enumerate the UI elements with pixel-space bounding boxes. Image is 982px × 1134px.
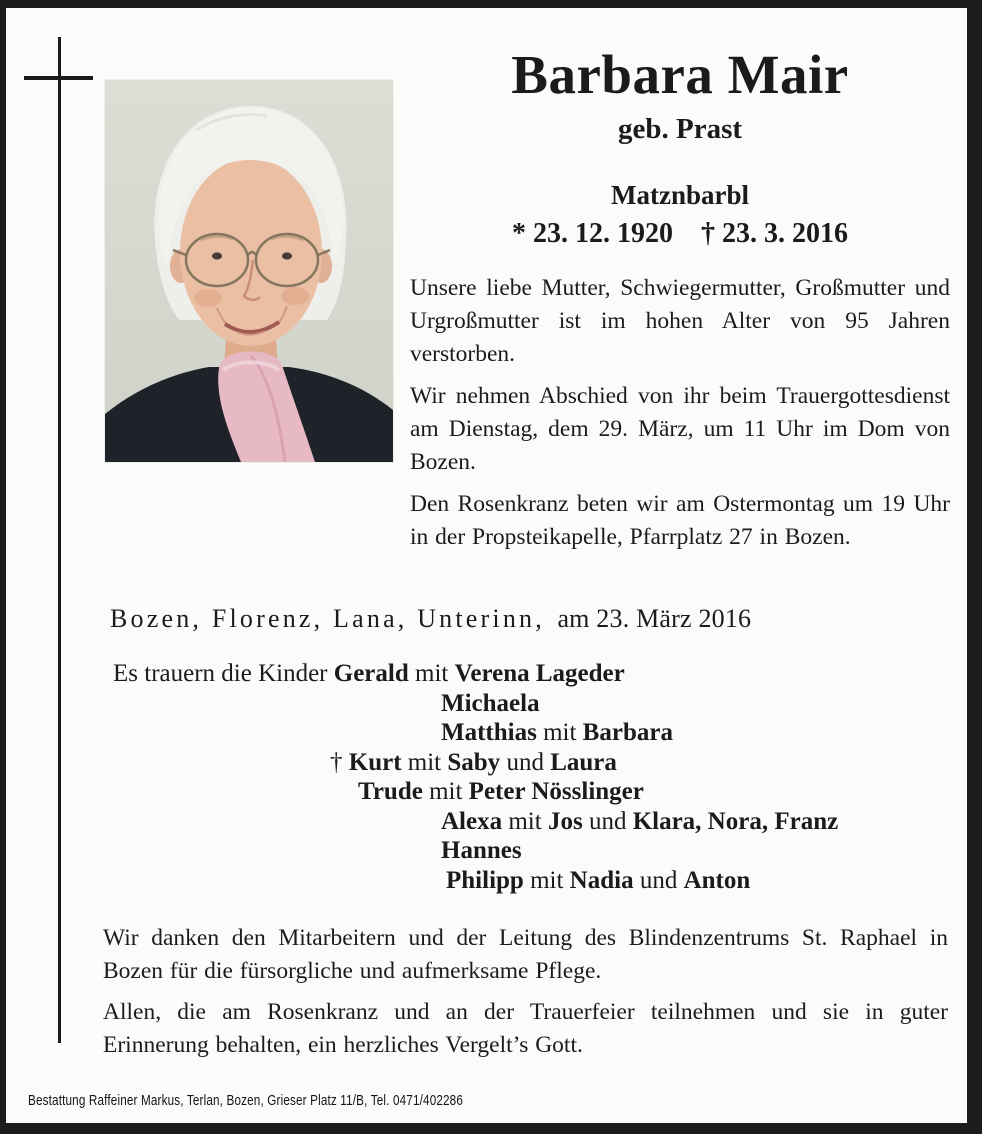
portrait-photo	[105, 80, 393, 462]
mourner-line	[441, 718, 838, 748]
mourner-name: Verena Lageder	[454, 660, 625, 687]
death-date: † 23. 3. 2016	[701, 218, 848, 249]
mourner-name: Nadia	[569, 866, 634, 894]
mourner-connector: mit	[502, 807, 548, 835]
mourners-intro: Es trauern die Kinder	[113, 660, 334, 687]
mourner-name: Matthias	[441, 719, 537, 746]
mourner-connector: mit	[536, 719, 583, 746]
house-name: Matznbarbl	[611, 180, 749, 210]
mourner-line	[441, 689, 838, 719]
announcement-paragraph: Wir nehmen Abschied von ihr beim Trauergottesdienst am Dienstag, dem 29. März, um 11 Uhr im Dom von Bozen.	[410, 383, 950, 475]
mourner-line	[441, 836, 838, 866]
mourner-line	[113, 659, 838, 689]
closing-text	[103, 922, 948, 1070]
mourner-connector: mit	[408, 660, 455, 687]
mourner-connector: mit	[523, 866, 570, 894]
mourner-name: Laura	[550, 748, 617, 776]
announcement-text	[410, 272, 950, 563]
funeral-home-footer: Bestattung Raffeiner Markus, Terlan, Bozen, Grieser Platz 11/B, Tel. 0471/402286	[28, 1092, 464, 1109]
announcement-paragraph: Den Rosenkranz beten wir am Ostermontag um 19 Uhr in der Propsteikapelle, Pfarrplatz 27 in Bozen.	[410, 491, 950, 550]
mourner-name: Hannes	[441, 837, 522, 864]
mourner-name: Peter Nösslinger	[468, 778, 644, 805]
mourner-line	[446, 866, 838, 896]
life-dates	[410, 218, 950, 250]
dateline-date: am 23. März 2016	[557, 604, 752, 633]
mourner-name: Klara, Nora, Franz	[632, 807, 839, 835]
frame-left	[0, 0, 6, 1134]
dateline-places: Bozen, Florenz, Lana, Unterinn,	[110, 604, 545, 633]
dagger-icon: †	[330, 748, 349, 776]
mourner-line	[358, 777, 838, 807]
frame-top	[0, 0, 982, 8]
frame-bottom	[0, 1123, 982, 1134]
portrait-illustration	[105, 80, 393, 462]
mourner-connector: und	[500, 748, 551, 776]
mourner-connector: mit	[401, 748, 448, 776]
mourner-name: Gerald	[333, 660, 409, 687]
mourner-name: Michaela	[441, 689, 540, 717]
mourner-name: Trude	[358, 778, 423, 805]
farewell-paragraph: Allen, die am Rosenkranz und an der Trauerfeier teilnehmen und sie in guter Erinnerung behalten, ein herzliches Vergelt’s Gott.	[103, 999, 948, 1058]
deceased-name: Barbara Mair	[511, 44, 849, 105]
mourner-name: Jos	[547, 807, 583, 835]
mourner-name: Barbara	[582, 719, 673, 746]
mourner-connector: und	[582, 807, 633, 835]
mourner-line	[441, 807, 838, 837]
announcement-paragraph: Unsere liebe Mutter, Schwiegermutter, Großmutter und Urgroßmutter ist im hohen Alter von 95 Jahren verstorben.	[410, 275, 950, 367]
mourner-name: Philipp	[446, 866, 524, 894]
dateline	[110, 604, 751, 634]
mourners-list	[113, 659, 838, 895]
frame-right	[967, 0, 982, 1134]
mourner-connector: mit	[422, 778, 469, 805]
birth-date: * 23. 12. 1920	[512, 218, 673, 249]
mourner-connector: und	[633, 866, 684, 894]
mourner-name: Saby	[447, 748, 501, 776]
maiden-name: geb. Prast	[617, 113, 743, 145]
mourner-line	[330, 748, 838, 778]
mourner-name: Alexa	[441, 807, 503, 835]
mourner-name: Anton	[683, 866, 751, 894]
mourner-name: Kurt	[348, 748, 402, 776]
thanks-paragraph: Wir danken den Mitarbeitern und der Leitung des Blindenzentrums St. Raphael in Bozen für die fürsorgliche und aufmerksame Pflege.	[103, 925, 948, 984]
memorial-cross-icon	[24, 76, 93, 80]
memorial-cross-icon	[58, 37, 61, 1043]
